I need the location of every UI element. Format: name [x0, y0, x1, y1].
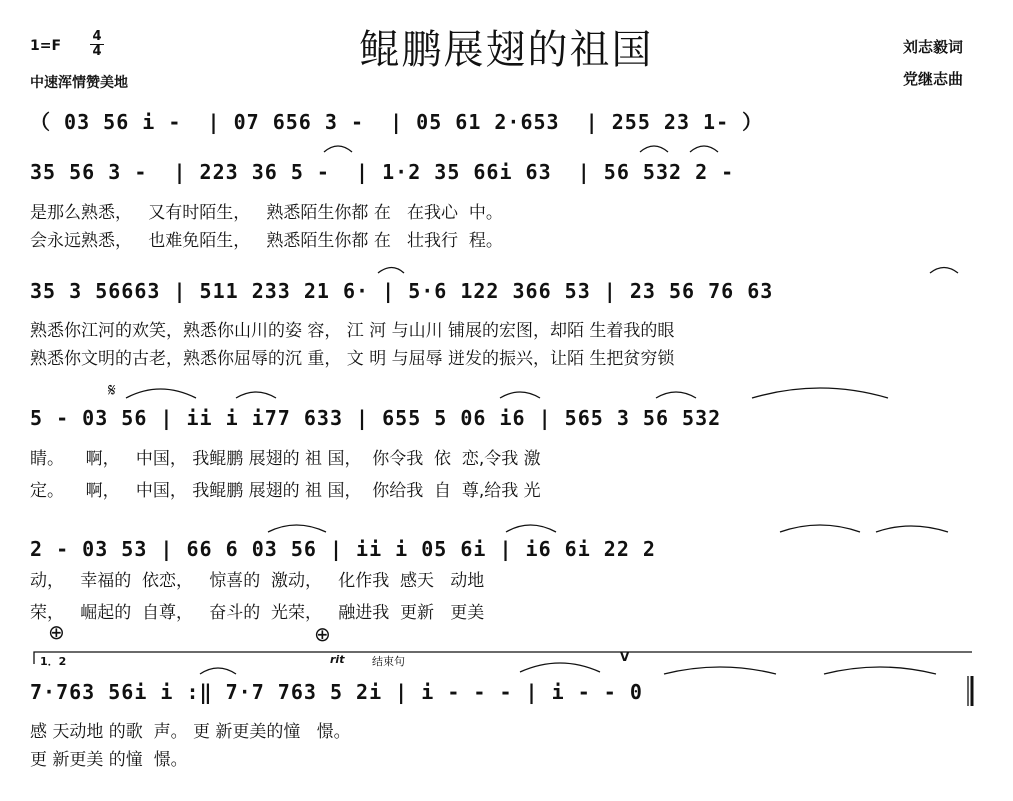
- ending-label: 结束句: [372, 655, 405, 668]
- tie-arc: [690, 146, 718, 152]
- tie-arc: [520, 663, 600, 672]
- breath-mark: V: [620, 650, 630, 664]
- lyricist-credit: 刘志毅词: [903, 38, 964, 56]
- rit-marking: rit: [330, 653, 345, 666]
- lyrics-row-2-verse-2: 会永远熟悉， 也难免陌生， 熟悉陌生你都 在 壮我行 程。: [30, 231, 503, 251]
- notes-row-1: （ 03 56 i - | 07 656 3 - | 05 61 2·653 | 255 23 1- ）: [30, 110, 764, 134]
- tie-arc: [236, 392, 276, 398]
- lyrics-row-5-verse-1: 动， 幸福的 依恋， 惊喜的 激动， 化作我 感天 动地: [30, 571, 485, 591]
- song-title: 鲲鹏展翅的祖国: [359, 27, 654, 73]
- tie-arc: [268, 525, 326, 532]
- lyrics-row-4-verse-1: 睛。 啊， 中国， 我鲲鹏 展翅的 祖 国， 你令我 依 恋,令我 激: [30, 449, 541, 469]
- tie-arc: [500, 392, 540, 398]
- notes-row-6: 7·763 56i i :‖ 7·7 763 5 2i | i - - - | i - - 0: [30, 680, 643, 704]
- tie-arc: [378, 268, 404, 274]
- coda-icon: ⊕: [48, 620, 65, 644]
- volta-bracket: [34, 652, 972, 664]
- notes-row-3: 35 3 56663 | 511 233 21 6· | 5·6 122 366 53 | 23 56 76 63: [30, 279, 774, 303]
- lyrics-row-3-verse-2: 熟悉你文明的古老，熟悉你屈辱的沉 重， 文 明 与屈辱 迸发的振兴，让陌 生把贫穷锁: [30, 349, 675, 369]
- composer-credit: 党继志曲: [903, 70, 964, 88]
- tie-arc: [780, 525, 860, 532]
- tie-arc: [752, 388, 888, 398]
- tie-arc: [324, 146, 352, 152]
- lyrics-row-2-verse-1: 是那么熟悉， 又有时陌生， 熟悉陌生你都 在 在我心 中。: [30, 203, 503, 223]
- notes-row-2: 35 56 3 - | 223 36 5 - | 1·2 35 66i 63 | 56 532 2 -: [30, 160, 735, 184]
- volta-label: 1．2: [40, 655, 67, 668]
- meter-bottom: 4: [92, 44, 102, 59]
- tempo-marking: 中速浑情赞美地: [30, 75, 128, 91]
- lyrics-row-4-verse-2: 定。 啊， 中国， 我鲲鹏 展翅的 祖 国， 你给我 自 尊,给我 光: [30, 481, 541, 501]
- notes-row-5: 2 - 03 53 | 66 6 03 56 | ii i 05 6i | i6 6i 22 2: [30, 537, 656, 561]
- key-signature: 1=F: [30, 38, 62, 54]
- tie-arc: [640, 146, 668, 152]
- tie-arc: [824, 667, 936, 674]
- lyrics-row-6-verse-1: 感 天动地 的歌 声。 更 新更美的憧 憬。: [30, 722, 351, 742]
- tie-arc: [930, 268, 958, 274]
- lyrics-row-3-verse-1: 熟悉你江河的欢笑，熟悉你山川的姿 容， 江 河 与山川 铺展的宏图，却陌 生着我的眼: [30, 321, 675, 341]
- tie-arc: [656, 392, 696, 398]
- coda-icon-2: ⊕: [314, 622, 331, 646]
- tie-arc: [876, 526, 948, 532]
- lyrics-row-6-verse-2: 更 新更美 的憧 憬。: [30, 750, 188, 770]
- tie-arc: [664, 667, 776, 674]
- meter-top: 4: [92, 29, 102, 44]
- notes-row-4: 5 - 03 56 | ii i i77 633 | 655 5 06 i6 | 565 3 56 532: [30, 406, 722, 430]
- segno-icon: 𝄋: [108, 380, 116, 401]
- lyrics-row-5-verse-2: 荣， 崛起的 自尊， 奋斗的 光荣， 融进我 更新 更美: [30, 603, 485, 623]
- tie-arc: [126, 389, 196, 398]
- tie-arc: [200, 668, 236, 674]
- tie-arc: [506, 525, 556, 532]
